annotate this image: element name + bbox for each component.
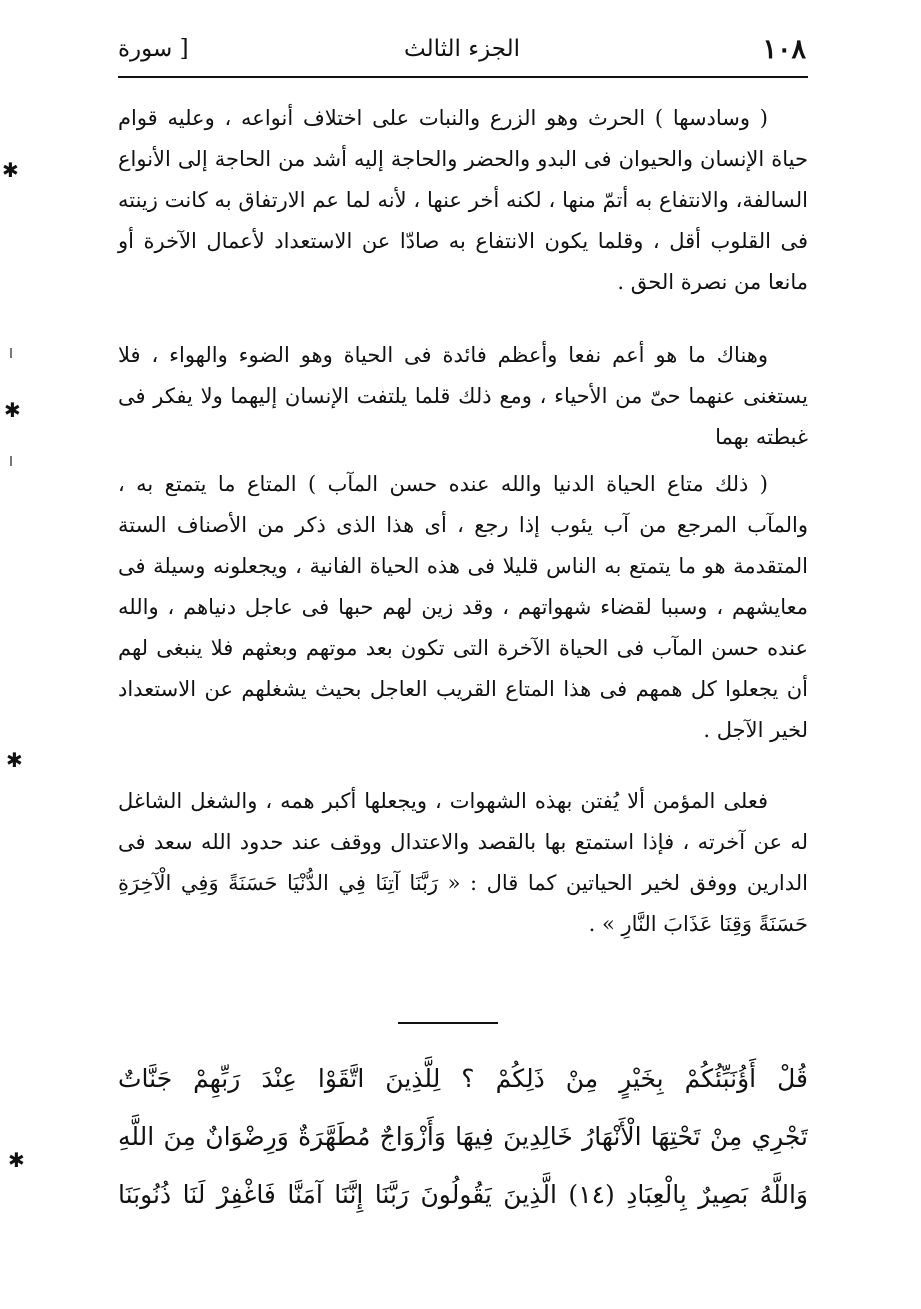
- header-rule: [118, 76, 808, 78]
- margin-tick: [10, 456, 12, 466]
- margin-ornament-icon: ✱: [2, 158, 19, 182]
- page-number: ١٠٨: [762, 34, 806, 65]
- commentary-paragraph: وهناك ما هو أعم نفعا وأعظم فائدة فى الحياة وهو الضوء والهواء ، فلا يستغنى عنهما حىّ من الأحياء ، ومع ذلك قلما يلتفت الإنسان إليهما ولا يفكر فى غبطته بهما: [118, 343, 808, 449]
- quran-line: وَاللَّهُ بَصِيرٌ بِالْعِبَادِ (١٤) الَّذِينَ يَقُولُونَ رَبَّنَا إِنَّنَا آمَنَّا فَاغْفِرْ لَنَا ذُنُوبَنَا: [118, 1180, 808, 1209]
- quran-line: قُلْ أَؤُنَبِّئُكُمْ بِخَيْرٍ مِنْ ذَلِكُمْ ؟ لِلَّذِينَ اتَّقَوْا عِنْدَ رَبِّهِمْ جَنَّاتٌ: [118, 1064, 808, 1093]
- section-separator: [398, 1022, 498, 1024]
- margin-ornament-icon: ✱: [6, 748, 23, 772]
- margin-ornament-icon: ✱: [8, 1148, 25, 1172]
- quran-verses: [118, 1050, 808, 1224]
- margin-ornament-icon: ✱: [4, 398, 21, 422]
- quran-line: تَجْرِي مِنْ تَحْتِهَا الْأَنْهَارُ خَالِدِينَ فِيهَا وَأَزْوَاجٌ مُطَهَّرَةٌ وَرِضْوَانٌ مِنَ اللَّهِ: [118, 1122, 808, 1151]
- commentary-text: [118, 98, 808, 945]
- commentary-paragraph: ( وسادسها ) الحرث وهو الزرع والنبات على اختلاف أنواعه ، وعليه قوام حياة الإنسان والحيوان فى البدو والحضر والحاجة إليه أشد من الحاجة إلى الأنواع السالفة، والانتفاع به أتمّ منها ، لكنه أخر عنها ، لأنه لما عم الارتفاق به كانت زينته فى القلوب أقل ، وقلما يكون الانتفاع به صادّا عن الاستعداد لأعمال الآخرة أو مانعا من نصرة الحق .: [118, 106, 808, 294]
- running-title: الجزء الثالث: [404, 36, 520, 62]
- commentary-paragraph: فعلى المؤمن ألا يُفتن بهذه الشهوات ، ويجعلها أكبر همه ، والشغل الشاغل له عن آخرته ، فإذا استمتع بها بالقصد والاعتدال ووقف عند حدود الله سعد فى الدارين ووفق لخير الحياتين كما قال : « رَبَّنَا آتِنَا فِي الدُّنْيَا حَسَنَةً وَفِي الْآخِرَةِ حَسَنَةً وَقِنَا عَذَابَ النَّارِ » .: [118, 789, 808, 936]
- page-header: [118, 30, 806, 76]
- margin-tick: [10, 348, 12, 358]
- commentary-paragraph: ( ذلك متاع الحياة الدنيا والله عنده حسن المآب ) المتاع ما يتمتع به ، والمآب المرجع من آب يئوب إذا رجع ، أى هذا الذى ذكر من الأصناف الستة المتقدمة هو ما يتمتع به الناس قليلا فى هذه الحياة الفانية ، ويجعلونه وسيلة فى معايشهم ، وسببا لقضاء شهواتهم ، وقد زين لهم حبها فى عاجل دنياهم ، والله عنده حسن المآب فى الحياة الآخرة التى تكون بعد موتهم وبعثهم فلا ينبغى لهم أن يجعلوا كل همهم فى هذا المتاع القريب العاجل بحيث يشغلهم عن الاستعداد لخير الآجل .: [118, 472, 808, 742]
- surah-label: [ سورة: [118, 36, 189, 62]
